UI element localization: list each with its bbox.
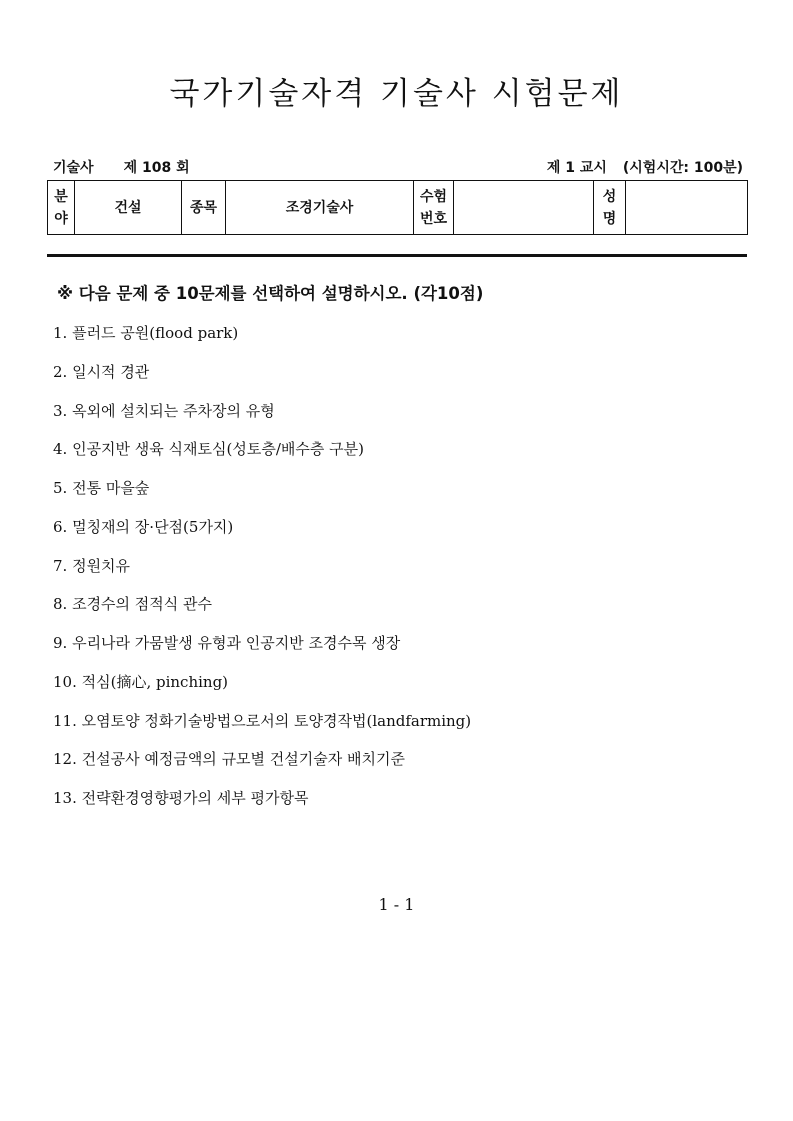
session-label: 제 1 교시 xyxy=(546,160,607,176)
category-label: 기술사 xyxy=(53,160,94,176)
name-label: 성 명 xyxy=(602,188,617,227)
exam-no-field[interactable] xyxy=(454,181,594,235)
round-label: 제 108 회 xyxy=(123,160,190,176)
question-item: 4. 인공지반 생육 식재토심(성토층/배수층 구분) xyxy=(53,440,364,459)
question-item: 3. 옥외에 설치되는 주차장의 유형 xyxy=(53,401,275,420)
section-divider xyxy=(47,254,747,257)
exam-no-label: 수험 번호 xyxy=(419,188,448,227)
item-label-cell xyxy=(182,181,226,235)
item-value-cell xyxy=(226,181,414,235)
item-label: 종목 xyxy=(189,199,218,216)
question-item: 10. 적심(摘心, pinching) xyxy=(53,672,229,691)
question-item: 1. 플러드 공원(flood park) xyxy=(53,324,239,342)
question-item: 12. 건설공사 예정금액의 규모별 건설기술자 배치기준 xyxy=(53,750,405,769)
exam-round-info xyxy=(53,157,190,177)
question-item: 5. 전통 마을숲 xyxy=(53,479,150,497)
item-value: 조경기술사 xyxy=(285,199,354,216)
name-field[interactable] xyxy=(626,181,748,235)
exam-info-table xyxy=(47,180,748,235)
field-label: 분 야 xyxy=(54,188,68,227)
question-list xyxy=(53,321,471,825)
field-label-cell xyxy=(48,181,75,235)
exam-no-label-cell xyxy=(414,181,454,235)
question-item: 11. 오염토양 정화기술방법으로서의 토양경작법(landfarming) xyxy=(53,711,472,730)
question-item: 6. 멀칭재의 장·단점(5가지) xyxy=(53,517,234,536)
field-value-cell xyxy=(75,181,182,235)
instruction-text: ※ 다음 문제 중 10문제를 선택하여 설명하시오. (각10점) xyxy=(57,284,484,303)
question-item: 8. 조경수의 점적식 관수 xyxy=(53,595,213,614)
page-title: 국가기술자격 기술사 시험문제 xyxy=(169,76,624,112)
page-number: 1 - 1 xyxy=(378,895,415,914)
session-info xyxy=(547,157,743,177)
time-label: (시험시간: 100분) xyxy=(622,160,743,176)
field-value: 건설 xyxy=(114,199,142,216)
name-label-cell xyxy=(594,181,626,235)
question-item: 7. 정원치유 xyxy=(53,556,131,575)
question-item: 2. 일시적 경관 xyxy=(53,362,150,381)
question-item: 13. 전략환경영향평가의 세부 평가항목 xyxy=(53,789,309,807)
question-item: 9. 우리나라 가뭄발생 유형과 인공지반 조경수목 생장 xyxy=(53,634,401,652)
